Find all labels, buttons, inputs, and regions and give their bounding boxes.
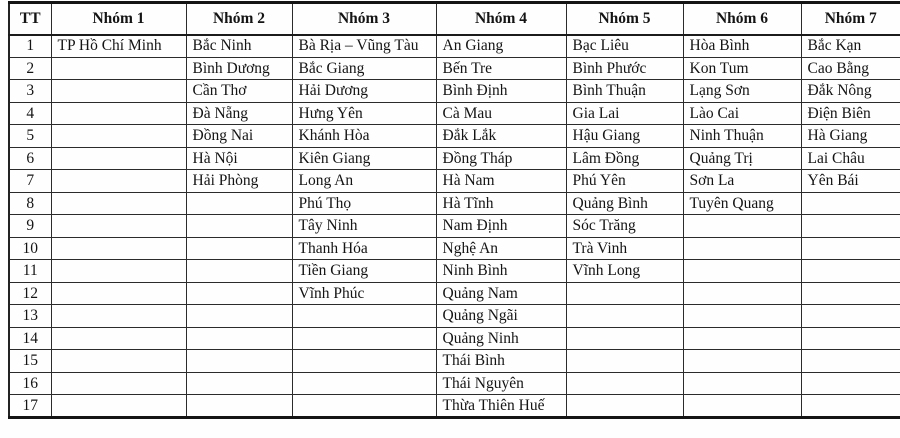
province-cell xyxy=(683,215,801,238)
province-cell xyxy=(51,282,186,305)
province-cell xyxy=(186,192,292,215)
table-header-row xyxy=(9,3,900,35)
province-cell xyxy=(683,350,801,373)
province-cell xyxy=(801,215,900,238)
column-header-nhom-3: Nhóm 3 xyxy=(292,3,436,35)
province-cell: Khánh Hòa xyxy=(292,125,436,148)
province-cell: Hải Phòng xyxy=(186,170,292,193)
province-cell: Nghệ An xyxy=(436,237,566,260)
province-cell xyxy=(51,147,186,170)
province-cell: Yên Bái xyxy=(801,170,900,193)
province-cell: Quảng Bình xyxy=(566,192,683,215)
province-cell: Lào Cai xyxy=(683,102,801,125)
province-cell: Kon Tum xyxy=(683,57,801,80)
province-cell: Tiền Giang xyxy=(292,260,436,283)
province-cell: Long An xyxy=(292,170,436,193)
column-header-nhom-7: Nhóm 7 xyxy=(801,3,900,35)
province-cell xyxy=(186,350,292,373)
row-number-cell: 8 xyxy=(9,192,51,215)
province-cell: Bến Tre xyxy=(436,57,566,80)
province-cell: Vĩnh Phúc xyxy=(292,282,436,305)
province-cell: Hòa Bình xyxy=(683,35,801,58)
table-row xyxy=(9,395,900,418)
province-cell: Bắc Kạn xyxy=(801,35,900,58)
province-cell xyxy=(51,57,186,80)
table-body xyxy=(9,35,900,418)
province-cell: Trà Vinh xyxy=(566,237,683,260)
province-cell xyxy=(292,305,436,328)
table-row xyxy=(9,372,900,395)
province-cell xyxy=(51,125,186,148)
province-cell: Thừa Thiên Huế xyxy=(436,395,566,418)
province-cell xyxy=(801,192,900,215)
table-row xyxy=(9,102,900,125)
table-row xyxy=(9,305,900,328)
row-number-cell: 3 xyxy=(9,80,51,103)
province-cell xyxy=(51,350,186,373)
column-header-nhom-1: Nhóm 1 xyxy=(51,3,186,35)
province-cell: Kiên Giang xyxy=(292,147,436,170)
province-cell: Cao Bằng xyxy=(801,57,900,80)
province-cell: Nam Định xyxy=(436,215,566,238)
province-cell xyxy=(51,395,186,418)
province-cell xyxy=(51,170,186,193)
province-cell: Vĩnh Long xyxy=(566,260,683,283)
province-cell: Hà Giang xyxy=(801,125,900,148)
province-cell xyxy=(51,372,186,395)
province-cell xyxy=(683,260,801,283)
province-cell xyxy=(51,80,186,103)
row-number-cell: 14 xyxy=(9,327,51,350)
row-number-cell: 16 xyxy=(9,372,51,395)
province-cell: Đà Nẵng xyxy=(186,102,292,125)
province-cell: Hưng Yên xyxy=(292,102,436,125)
column-header-tt: TT xyxy=(9,3,51,35)
province-cell: Điện Biên xyxy=(801,102,900,125)
row-number-cell: 9 xyxy=(9,215,51,238)
province-cell xyxy=(51,192,186,215)
province-cell xyxy=(566,282,683,305)
province-cell: Quảng Ninh xyxy=(436,327,566,350)
province-cell xyxy=(186,305,292,328)
row-number-cell: 17 xyxy=(9,395,51,418)
province-cell: Đồng Nai xyxy=(186,125,292,148)
province-cell xyxy=(51,305,186,328)
province-cell xyxy=(566,305,683,328)
table-row xyxy=(9,237,900,260)
row-number-cell: 4 xyxy=(9,102,51,125)
province-cell xyxy=(801,260,900,283)
province-cell: Thái Bình xyxy=(436,350,566,373)
province-cell: Quảng Nam xyxy=(436,282,566,305)
province-cell xyxy=(801,372,900,395)
province-cell xyxy=(683,282,801,305)
province-cell xyxy=(801,305,900,328)
row-number-cell: 10 xyxy=(9,237,51,260)
province-cell: Lạng Sơn xyxy=(683,80,801,103)
province-cell xyxy=(566,395,683,418)
province-cell: Cần Thơ xyxy=(186,80,292,103)
province-cell xyxy=(51,237,186,260)
province-cell xyxy=(801,282,900,305)
table-row xyxy=(9,57,900,80)
province-group-table xyxy=(8,1,900,419)
column-header-nhom-5: Nhóm 5 xyxy=(566,3,683,35)
province-cell: Bạc Liêu xyxy=(566,35,683,58)
row-number-cell: 11 xyxy=(9,260,51,283)
table-row xyxy=(9,192,900,215)
province-cell: Tuyên Quang xyxy=(683,192,801,215)
province-cell: Đắk Nông xyxy=(801,80,900,103)
province-cell xyxy=(186,372,292,395)
province-cell: Bình Phước xyxy=(566,57,683,80)
province-cell xyxy=(186,260,292,283)
province-cell xyxy=(51,327,186,350)
province-cell: Thái Nguyên xyxy=(436,372,566,395)
province-cell xyxy=(292,327,436,350)
table-row xyxy=(9,215,900,238)
province-cell xyxy=(683,237,801,260)
province-cell: Bắc Ninh xyxy=(186,35,292,58)
province-cell xyxy=(186,327,292,350)
province-cell: Bình Dương xyxy=(186,57,292,80)
province-cell: Phú Yên xyxy=(566,170,683,193)
province-cell xyxy=(683,305,801,328)
province-cell: Bình Định xyxy=(436,80,566,103)
province-cell xyxy=(186,282,292,305)
column-header-nhom-2: Nhóm 2 xyxy=(186,3,292,35)
row-number-cell: 13 xyxy=(9,305,51,328)
province-cell: Gia Lai xyxy=(566,102,683,125)
province-cell: Tây Ninh xyxy=(292,215,436,238)
province-cell: Ninh Bình xyxy=(436,260,566,283)
province-cell: Hà Nội xyxy=(186,147,292,170)
province-cell xyxy=(292,372,436,395)
province-cell: Quảng Ngãi xyxy=(436,305,566,328)
table-row xyxy=(9,327,900,350)
province-cell: Bà Rịa – Vũng Tàu xyxy=(292,35,436,58)
province-cell: Lâm Đồng xyxy=(566,147,683,170)
province-cell xyxy=(186,395,292,418)
row-number-cell: 1 xyxy=(9,35,51,58)
province-cell: Cà Mau xyxy=(436,102,566,125)
province-cell xyxy=(566,327,683,350)
province-cell xyxy=(51,215,186,238)
province-cell xyxy=(51,102,186,125)
province-cell xyxy=(683,395,801,418)
row-number-cell: 15 xyxy=(9,350,51,373)
province-cell xyxy=(186,215,292,238)
table-row xyxy=(9,260,900,283)
province-cell: Bình Thuận xyxy=(566,80,683,103)
row-number-cell: 12 xyxy=(9,282,51,305)
province-cell: Hà Nam xyxy=(436,170,566,193)
province-cell xyxy=(566,350,683,373)
province-cell: Hậu Giang xyxy=(566,125,683,148)
table-row xyxy=(9,35,900,58)
province-cell xyxy=(801,350,900,373)
province-cell xyxy=(51,260,186,283)
province-cell xyxy=(292,395,436,418)
province-cell: Thanh Hóa xyxy=(292,237,436,260)
province-cell: Phú Thọ xyxy=(292,192,436,215)
province-cell: Hải Dương xyxy=(292,80,436,103)
province-cell xyxy=(801,327,900,350)
table-row xyxy=(9,282,900,305)
province-cell: Bắc Giang xyxy=(292,57,436,80)
province-cell xyxy=(683,372,801,395)
province-cell: Hà Tĩnh xyxy=(436,192,566,215)
province-cell: Đắk Lắk xyxy=(436,125,566,148)
table-row xyxy=(9,125,900,148)
table-row xyxy=(9,80,900,103)
row-number-cell: 7 xyxy=(9,170,51,193)
row-number-cell: 6 xyxy=(9,147,51,170)
table-row xyxy=(9,147,900,170)
province-cell: Sơn La xyxy=(683,170,801,193)
province-cell: Ninh Thuận xyxy=(683,125,801,148)
row-number-cell: 2 xyxy=(9,57,51,80)
province-cell xyxy=(801,395,900,418)
province-cell xyxy=(801,237,900,260)
province-cell: An Giang xyxy=(436,35,566,58)
province-cell xyxy=(186,237,292,260)
column-header-nhom-4: Nhóm 4 xyxy=(436,3,566,35)
province-cell: Lai Châu xyxy=(801,147,900,170)
province-cell xyxy=(292,350,436,373)
province-cell: TP Hồ Chí Minh xyxy=(51,35,186,58)
province-cell: Đồng Tháp xyxy=(436,147,566,170)
row-number-cell: 5 xyxy=(9,125,51,148)
table-row xyxy=(9,170,900,193)
column-header-nhom-6: Nhóm 6 xyxy=(683,3,801,35)
province-cell: Quảng Trị xyxy=(683,147,801,170)
province-cell xyxy=(683,327,801,350)
table-row xyxy=(9,350,900,373)
province-cell xyxy=(566,372,683,395)
province-cell: Sóc Trăng xyxy=(566,215,683,238)
